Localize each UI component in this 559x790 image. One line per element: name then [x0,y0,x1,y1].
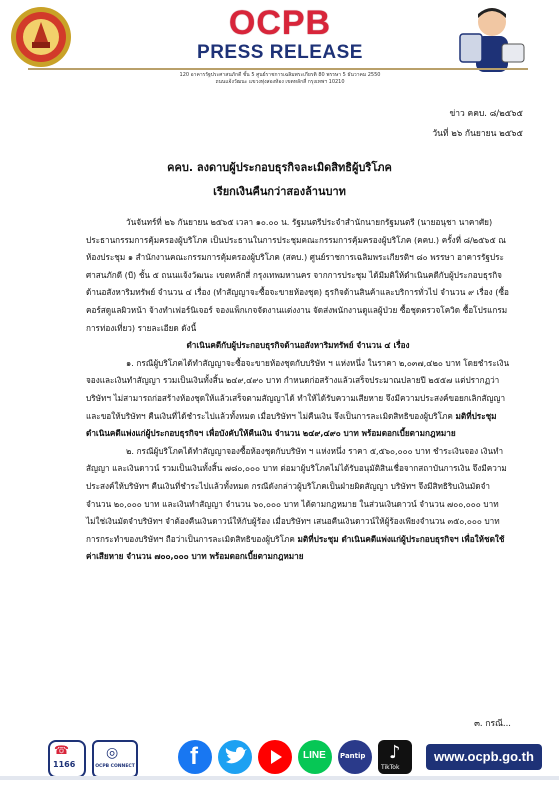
address-line-1: 120 อาคารรัฐประศาสนภักดี ชั้น 5 ศูนย์ราชการเฉลิมพระเกียรติ 80 พรรษา 5 ธันวาคม 2550 [179,72,381,78]
continued-marker: ๓. กรณี... [474,719,511,729]
press-header [0,0,559,92]
case-1-text: ๑. กรณีผู้บริโภคได้ทำสัญญาจะซื้อจะขายห้องชุดกับบริษัท ฯ แห่งหนึ่ง ในราคา ๒,๐๓๗,๔๒๐ บาท โดยชำระเงินจองและเงินทำสัญญา รวมเป็นเงินทั้งสิ้น ๒๔๙,๔๙๐ บาท กำหนดก่อสร้างแล้วเสร็จประมาณปลายปี ๒๕๕๗ แต่ปรากฏว่าบริษัทฯ ไม่สามารถก่อสร้างห้องชุดให้แล้วเสร็จตามสัญญาได้ ทำให้ได้รับความเสียหาย จึงมีความประสงค์ขอยกเลิกสัญญาและขอให้บริษัทฯ คืนเงินที่ได้ชำระไปแล้วทั้งหมด เมื่อบริษัทฯ ไม่คืนเงิน จึงเป็นการละเมิดสิทธิของผู้บริโภค [86,357,510,421]
connect-label: OCPB CONNECT [95,764,135,769]
section-heading: ดำเนินคดีกับผู้ประกอบธุรกิจด้านอสังหาริมทรัพย์ จำนวน ๔ เรื่อง [186,340,410,351]
brand-block [150,6,410,64]
case-1-resolution: มติที่ประชุม ดำเนินคดีแพ่งแก่ผู้ประกอบธุรกิจฯ เพื่อบังคับให้คืนเงิน จำนวน ๒๔๙,๔๙๐ บาท พร้อมดอกเบี้ยตามกฎหมาย [86,410,497,439]
title-line-1: คคบ. ลงดาบผู้ประกอบธุรกิจละเมิดสิทธิผู้บริโภค [167,161,392,174]
connect-icon: ◎ [106,745,119,761]
footer-bar [0,728,559,790]
office-address [60,72,500,86]
press-body [86,214,510,566]
phone-icon: ☎ [54,743,69,757]
twitter-icon[interactable] [218,740,252,774]
tiktok-badge[interactable] [378,740,412,774]
tiktok-label: TikTok [381,764,400,771]
brand-subtitle: PRESS RELEASE [197,42,363,63]
case-2-text: ๒. กรณีผู้บริโภคได้ทำสัญญาจองซื้อห้องชุดกับบริษัท ฯ แห่งหนึ่ง ราคา ๕,๕๖๐,๐๐๐ บาท ชำระเงินจอง เงินทำสัญญา และเงินดาวน์ รวมเป็นเงินทั้งสิ้น ๗๘๐,๐๐๐ บาท ต่อมาผู้บริโภคไม่ได้รับอนุมัติสินเชื่อจากสถาบันการเงิน จึงมีความประสงค์ให้บริษัทฯ คืนเงินที่ชำระไปแล้วทั้งหมด กรณีดังกล่าวผู้บริโภคเป็นฝ่ายผิดสัญญา บริษัทฯ จึงมีสิทธิริบเงินมัดจำ จำนวน ๒๐,๐๐๐ บาท และเงินทำสัญญา จำนวน ๖๐,๐๐๐ บาท ได้ตามกฎหมาย ในส่วนเงินดาวน์ จำนวน ๗๐๐,๐๐๐ บาท ไม่ใช่เงินมัดจำบริษัทฯ จำต้องคืนเงินดาวน์ให้กับผู้ร้อง เมื่อบริษัทฯ เสนอคืนเงินดาวน์ให้ผู้ร้องเพียงจำนวน ๓๕๐,๐๐๐ บาท การกระทำของบริษัทฯ ถือว่าเป็นการละเมิดสิทธิของผู้บริโภค [86,445,507,544]
press-title [0,156,559,204]
case-2-paragraph [86,443,510,566]
document-date: วันที่ ๒๖ กันยายน ๒๕๖๕ [432,129,523,139]
ocpb-connect-badge[interactable] [92,740,138,778]
pantip-label: Pantip [340,752,366,760]
facebook-icon[interactable]: f [178,740,212,774]
document-meta [432,104,523,144]
hotline-number: 1166 [53,760,76,769]
hotline-badge[interactable] [48,740,86,778]
address-line-2: ถนนแจ้งวัฒนะ แขวงทุ่งสองห้อง เขตหลักสี่ กรุงเทพฯ 10210 [215,79,345,85]
website-link[interactable]: www.ocpb.go.th [426,744,542,770]
ocpb-seal-logo [10,6,72,68]
pantip-badge[interactable] [338,740,372,774]
case-1-paragraph [86,355,510,443]
youtube-icon[interactable] [258,740,292,774]
case-2-resolution: มติที่ประชุม ดำเนินคดีแพ่งแก่ผู้ประกอบธุรกิจฯ เพื่อให้ชดใช้ค่าเสียหาย จำนวน ๗๐๐,๐๐๐ บาท พร้อมดอกเบี้ยตามกฎหมาย [86,533,505,562]
brand-title: OCPB [228,4,332,42]
header-divider [28,68,528,70]
line-icon[interactable]: LINE [298,740,332,774]
document-number: ข่าว คคบ. ๘/๒๕๖๕ [449,109,523,119]
intro-paragraph: วันจันทร์ที่ ๒๖ กันยายน ๒๕๖๕ เวลา ๑๐.๐๐ น. รัฐมนตรีประจำสำนักนายกรัฐมนตรี (นายอนุชา นาคาศัย) ประธานกรรมการคุ้มครองผู้บริโภค เป็นประธานในการประชุมคณะกรรมการคุ้มครองผู้บริโภค (คคบ.) ครั้งที่ ๘/๒๕๖๕ ณ ห้องประชุม ๑ สำนักงานคณะกรรมการคุ้มครองผู้บริโภค (สคบ.) ศูนย์ราชการเฉลิมพระเกียรติฯ ๘๐ พรรษา อาคารรัฐประศาสนภักดี (บี) ชั้น ๕ ถนนแจ้งวัฒนะ เขตหลักสี่ กรุงเทพมหานคร จากการประชุม ได้มีมติให้ดำเนินคดีกับผู้ประกอบธุรกิจด้านอสังหาริมทรัพย์ จำนวน ๔ เรื่อง (ทำสัญญาจะซื้อจะขายห้องชุด) ธุรกิจด้านสินค้าและบริการทั่วไป จำนวน ๙ เรื่อง (ซื้อคอร์สดูแลผิวหน้า จ้างทำเฟอร์นิเจอร์ จองแพ็กเกจจัดงานแต่งงาน จัดส่งพนักงานดูแลผู้ป่วย ซื้อชุดตรวจโควิด ซื้อโปรแกรมการท่องเที่ยว) รายละเอียด ดังนี้ [86,217,509,333]
footer-stripe [0,776,559,780]
tiktok-icon: ♪ [389,742,401,763]
title-line-2: เรียกเงินคืนกว่าสองล้านบาท [213,185,346,198]
